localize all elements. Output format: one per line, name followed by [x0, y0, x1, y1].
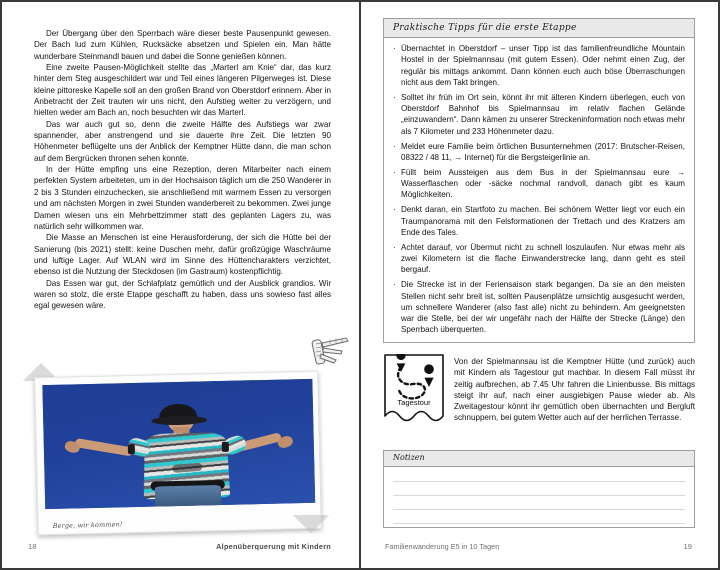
list-item-text: Füllt beim Aussteigen aus dem Bus in der Spielmannsau eure → Wasserflaschen oder -säcke nochmal randvoll, danach gibt es kaum Möglichkeiten. [401, 167, 685, 200]
list-item-text: Meldet eure Familie beim örtlichen Busunternehmen (2017: Brutscher-Reisen, 08322 / 48 11, → Internet) für die Bergsteigerlinie an. [401, 141, 685, 162]
daytour-badge-label: Tagestour [397, 398, 431, 407]
photo-polaroid [34, 371, 322, 536]
practical-tips-title: Praktische Tipps für die erste Etappe [384, 19, 694, 38]
daytour-text: Von der Spielmannsau ist die Kemptner Hütte (und zurück) auch mit Kindern als Tagestour gut machbar. In diesem Fall müsst ihr zeitig aufbrechen, ab 7.45 Uhr fahren die Linienbusse. Bis mittags steigt ihr auf, nach einer ausgiebigen Pause wieder ab. Als Zweitagestour könnt ihr gemütlich oben übernachten und Bergluft schnuppern, bei gutem Wetter auch auf der herrlichen Terrasse. [454, 357, 695, 423]
list-item [393, 92, 685, 137]
photo-caption: Berge, wir kommen! [52, 520, 123, 530]
left-page-footer [2, 542, 359, 562]
bullet-icon: · [393, 167, 396, 177]
bullet-icon: · [393, 141, 396, 151]
bullet-icon: · [393, 205, 396, 215]
paragraph: In der Hütte empfing uns eine Rezeption, deren Mitarbeiter nach einem perfekten System arbeiteten, um in der Hochsaison täglich um die 250 Wanderer in 2 bis 3 Stunden einzuchecken, sie anschließend mit warmem Essen zu versorgen und am nächsten Morgen in zwei Stunden wanderbereit zu bekommen. Zwei junge Damen wiesen uns ein Mehrbettzimmer statt des geplanten Lagers zu, was natürlich sehr willkommen war. [34, 165, 331, 231]
bullet-icon: · [393, 280, 396, 290]
notes-rule-line [393, 509, 685, 510]
list-item-text: Die Strecke ist in der Feriensaison stark begangen. Da sie an den meisten Stellen nicht sehr breit ist, sollten Pausenplätze umsichtig ausgesucht werden, um schnellere Wanderer (also fast alle) nicht zu behindern. Am geeignetsten war die Stelle, bei der wir ungefähr nach der Hälfte der Strecke (Länge) den Sperrbach überquerten. [401, 280, 685, 335]
paragraph: Das Essen war gut, der Schlafplatz gemütlich und der Ausblick grandios. Wir waren so stolz, die erste Etappe geschafft zu haben, dass uns sowieso fast alles egal gewesen wäre. [34, 278, 331, 311]
photo-wristband-left [128, 444, 135, 454]
left-page-body-text [34, 28, 331, 312]
notes-rule-line [393, 523, 685, 524]
daytour-badge [383, 354, 445, 428]
list-item [393, 141, 685, 164]
bullet-icon: · [393, 92, 396, 102]
left-page [2, 2, 359, 568]
photo-jeans [155, 485, 222, 509]
list-item [393, 167, 685, 201]
right-page [361, 2, 718, 568]
list-item-text: Achtet darauf, vor Übermut nicht zu schnell loszulaufen. Nur etwas mehr als zwei Kilometern ist die flache Einwanderstrecke lang, dann geht es steil bergauf. [401, 242, 685, 275]
notes-rule-line [393, 481, 685, 482]
paragraph: Das war auch gut so, denn die zweite Hälfte des Aufstiegs war zwar spannender, aber anstrengend und sie dauerte ihre Zeit. Die letzten 90 Höhenmeter beflügelte uns der Anblick der Kemptner Hütte dann, die man schon auf dem Bergrücken thronen sehen konnte. [34, 119, 331, 163]
paragraph: Die Masse an Menschen ist eine Herausforderung, der sich die Hütte bei der Sanierung (bis 2021) stellt: keine Duschen mehr, dafür großzügige Waschräume und luftige Lager. Auf WLAN wird im Sinne des Hüttencharakters verzichtet, ebenso ist die Nutzung der Steckdosen (im Gastraum) kostenpflichtig. [34, 233, 331, 277]
paragraph: Der Übergang über den Sperrbach wäre dieser beste Pausenpunkt gewesen. Der Bach lud zum Kühlen, Rucksäcke absetzen und Spielen ein. Man hätte wunderbare Steinmandl bauen und dabei die Sonne genießen können. [34, 29, 331, 61]
notes-writing-area[interactable] [384, 467, 694, 527]
photo-hat-brim [151, 415, 207, 425]
practical-tips-list [384, 38, 694, 342]
list-item-text: Übernachtet in Oberstdorf – unser Tipp ist das familienfreundliche Mountain Hostel in der Spielmannsau (mit gutem Essen). Oder nehmt einen Zug, der regulär bis mittags ankommt. Dann können euch auch böse Überraschungen nicht aus dem Takt bringen. [401, 44, 685, 87]
photo-wristband-right [222, 442, 229, 452]
page-number-right: 19 [683, 542, 692, 551]
list-item [393, 279, 685, 335]
dashed-trail-map-pins-icon [383, 354, 445, 428]
notes-title: Notizen [384, 451, 694, 467]
swiss-army-knife-icon [306, 326, 352, 370]
list-item [393, 242, 685, 276]
running-head-right: Familienwanderung E5 in 10 Tagen [385, 542, 500, 551]
list-item-text: Solltet ihr früh im Ort sein, könnt ihr mit älteren Kindern überlegen, euch von Oberstdorf Bahnhof bis Spielmannsau im relativ flachen Gelände „einzuwandern“. Dann kämen zu unserer Streckeninformation noch etwas mehr als 7 Kilometer und 233 Höhenmeter dazu. [401, 92, 685, 136]
right-page-footer [361, 542, 718, 562]
paragraph: Eine zweite Pausen-Möglichkeit stellte das „Marterl am Knie“ dar, das kurz hinter dem Steg ausgeschildert war und Teil eines längeren Pilgerweges ist. Diese kleine pittoreske Kapelle soll an den großen Brand von Oberstdorf erinnern. Aber in Anbetracht der Zeit trauten wir uns nicht, den Aufstieg weiter zu verzögern, und hielten weder am Bach an, noch besuchten wir das Marterl. [34, 63, 331, 118]
page-number-left: 18 [28, 542, 37, 551]
photo-image [42, 379, 315, 509]
bullet-icon: · [393, 242, 396, 252]
list-item [393, 43, 685, 88]
bullet-icon: · [393, 44, 396, 53]
list-item [393, 204, 685, 238]
photo-child-figure [42, 379, 315, 509]
practical-tips-box [383, 18, 695, 343]
daytour-note [383, 354, 695, 428]
list-item-text: Denkt daran, ein Startfoto zu machen. Bei schönem Wetter liegt vor euch ein Traumpanorama mit den Felsformationen der Trettach und des Kratzers am Ende des Tales. [401, 205, 685, 237]
notes-box[interactable] [383, 450, 695, 528]
photo-arm-left [74, 438, 133, 457]
running-head-left: Alpenüberquerung mit Kindern [216, 542, 331, 551]
notes-rule-line [393, 495, 685, 496]
